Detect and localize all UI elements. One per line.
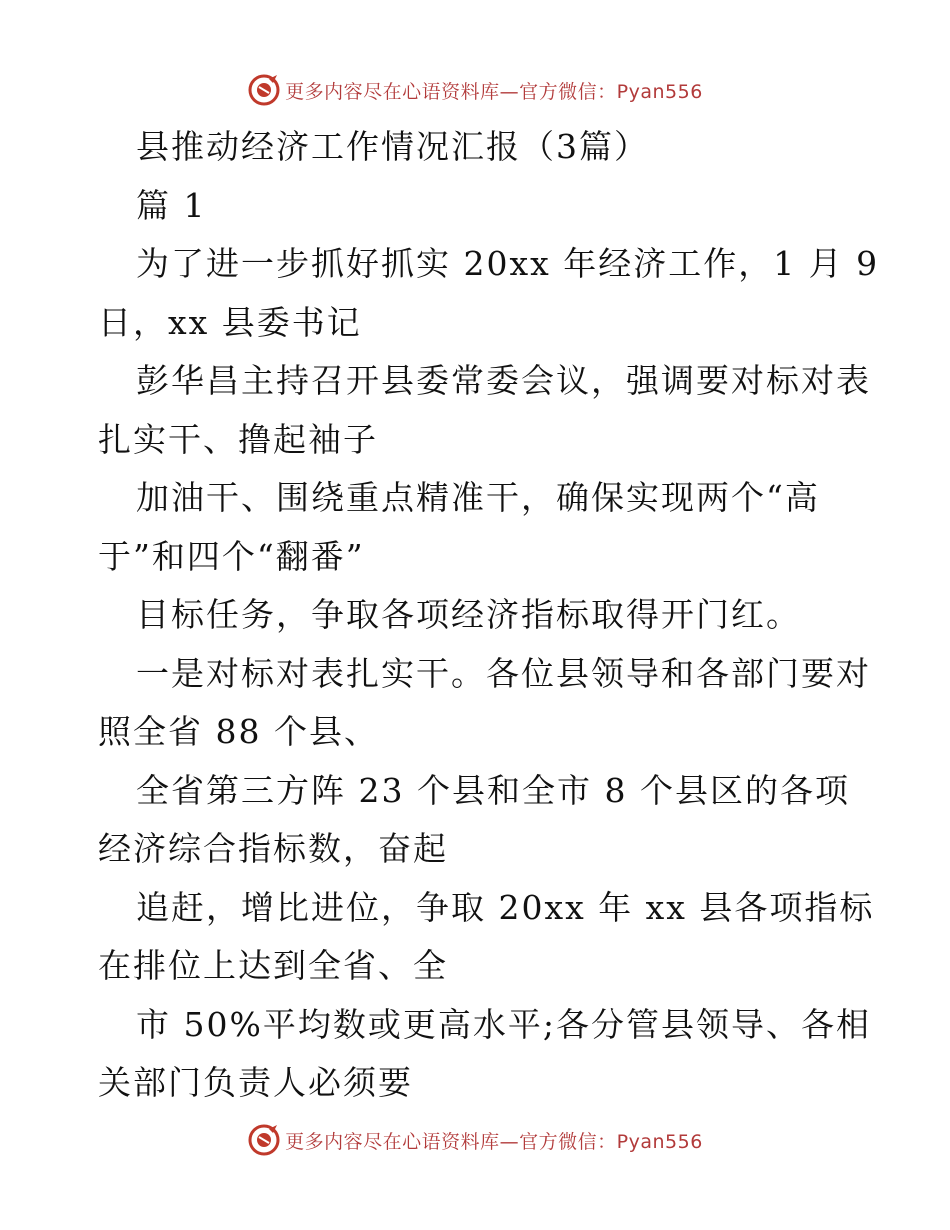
header-watermark	[0, 70, 950, 110]
paragraph-line: 追赶，增比进位，争取 20xx 年 xx 县各项指标	[136, 887, 875, 927]
document-body	[98, 118, 880, 1113]
document-title: 县推动经济工作情况汇报（3篇）	[136, 127, 649, 166]
paragraph-line: 加油干、围绕重点精准干，确保实现两个“高	[136, 478, 820, 517]
section-heading: 篇 1	[136, 185, 207, 225]
footer-watermark	[0, 1120, 950, 1160]
paragraph-line: 为了进一步抓好抓实 20xx 年经济工作，1 月 9	[136, 244, 880, 283]
paragraph-line: 关部门负责人必须要	[98, 1063, 413, 1102]
paragraph-line: 一是对标对表扎实干。各位县领导和各部门要对	[136, 653, 871, 693]
paragraph-line: 日，xx 县委书记	[98, 302, 362, 342]
paragraph-line: 于”和四个“翻番”	[98, 536, 365, 576]
paragraph-line: 扎实干、撸起袖子	[98, 419, 378, 459]
watermark-text: 更多内容尽在心语资料库—官方微信：Pyan556	[285, 1130, 703, 1153]
paragraph-line: 照全省 88 个县、	[98, 712, 379, 751]
paragraph-line: 经济综合指标数，奋起	[98, 829, 448, 868]
paragraph-line: 全省第三方阵 23 个县和全市 8 个县区的各项	[136, 770, 850, 810]
paragraph-line: 市 50%平均数或更高水平;各分管县领导、各相	[136, 1004, 871, 1044]
brand-logo-icon	[247, 73, 281, 107]
brand-logo-icon	[247, 1123, 281, 1157]
watermark-text: 更多内容尽在心语资料库—官方微信：Pyan556	[285, 80, 703, 103]
paragraph-line: 目标任务，争取各项经济指标取得开门红。	[136, 595, 801, 634]
paragraph-line: 在排位上达到全省、全	[98, 946, 448, 985]
paragraph-line: 彭华昌主持召开县委常委会议，强调要对标对表	[136, 361, 871, 400]
